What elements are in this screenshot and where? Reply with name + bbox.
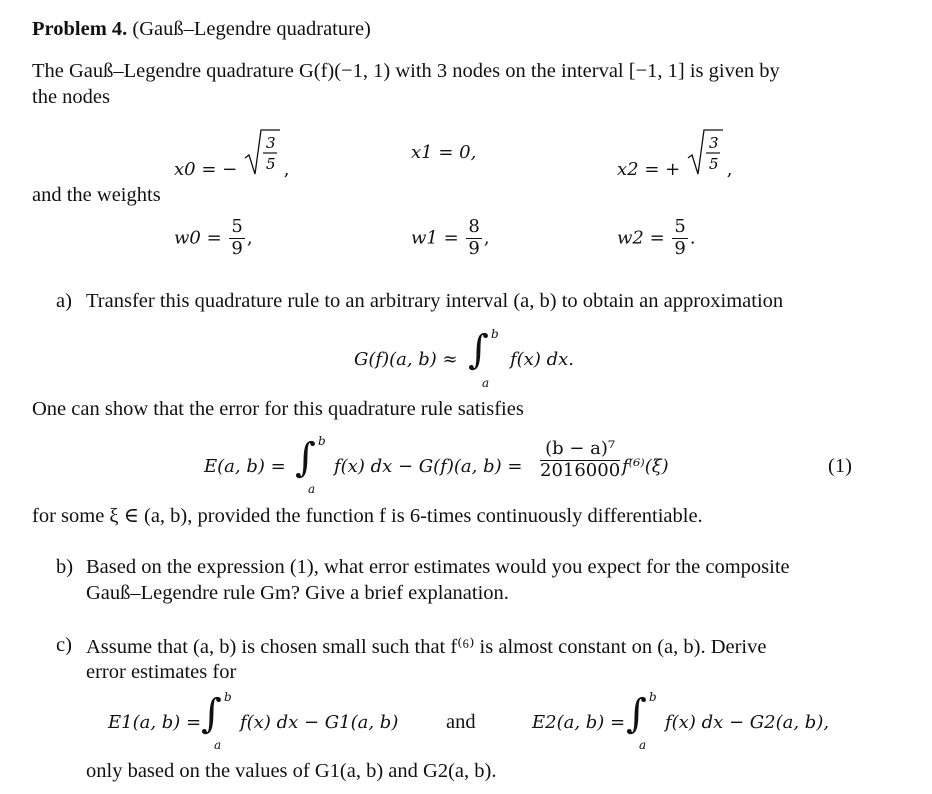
- weight-w2-lhs: w2 =: [617, 227, 665, 249]
- part-c-line-3: only based on the values of G1(a, b) and G2(a, b).: [86, 760, 497, 782]
- intro-line-1: The Gauß–Legendre quadrature G(f)(−1, 1) with 3 nodes on the interval [−1, 1] is given by: [32, 60, 780, 82]
- part-c-eq1-rhs: f(x) dx − G1(a, b): [240, 712, 399, 733]
- weight-w2-fraction: [672, 218, 687, 259]
- error-eq-mid: f(x) dx − G(f)(a, b) =: [334, 456, 523, 477]
- part-b-label: b): [56, 556, 74, 578]
- error-eq-lower-limit: a: [308, 482, 316, 496]
- part-c-label: c): [56, 634, 72, 656]
- node-x1: x1 = 0,: [411, 142, 477, 163]
- intro-line-2: the nodes: [32, 86, 110, 108]
- part-c-line-1: Assume that (a, b) is chosen small such that f⁽⁶⁾ is almost constant on (a, b). Derive: [86, 636, 767, 658]
- part-c-eq1-upper-limit: b: [224, 690, 232, 704]
- error-eq-integral-sign: ∫: [295, 435, 316, 481]
- part-b-line-2: Gauß–Legendre rule Gm? Give a brief explanation.: [86, 582, 509, 604]
- part-c-eq2-upper-limit: b: [649, 690, 657, 704]
- weight-w1-num: 8: [468, 216, 480, 237]
- weight-w2-tail: .: [689, 227, 696, 249]
- part-a-integral-sign: ∫: [468, 327, 489, 373]
- part-c-eq2-lhs: E2(a, b) =: [532, 712, 626, 733]
- node-x2-den: 5: [708, 155, 719, 173]
- error-eq-tail: f⁽⁶⁾(ξ): [622, 456, 669, 477]
- sqrt-icon: [686, 128, 724, 178]
- node-x0-comma: ,: [283, 158, 290, 180]
- node-x2: [617, 128, 732, 183]
- node-x2-lhs: x2 = +: [617, 158, 681, 180]
- node-x2-num: 3: [708, 134, 719, 152]
- node-x0: [174, 128, 289, 183]
- node-x0-num: 3: [265, 134, 276, 152]
- node-x2-sqrt: [686, 128, 724, 183]
- error-condition: for some ξ ∈ (a, b), provided the function f is 6-times continuously differentiable.: [32, 505, 703, 527]
- part-c-eq1-integral-sign: ∫: [201, 691, 222, 737]
- equation-number: (1): [828, 455, 852, 477]
- node-x2-comma: ,: [726, 158, 733, 180]
- part-c-eq2-integral-sign: ∫: [626, 691, 647, 737]
- weight-w2: [617, 218, 696, 259]
- part-a-text: Transfer this quadrature rule to an arbitrary interval (a, b) to obtain an approximation: [86, 290, 784, 312]
- problem-heading: [32, 18, 371, 41]
- part-a-label: a): [56, 290, 72, 312]
- weight-w1-fraction: [466, 218, 481, 259]
- weights-intro: and the weights: [32, 184, 161, 206]
- weight-w2-num: 5: [674, 216, 686, 237]
- part-a-eq-lhs: G(f)(a, b) ≈: [354, 349, 458, 370]
- weight-w0-den: 9: [231, 237, 243, 259]
- weight-w1-lhs: w1 =: [411, 227, 459, 249]
- error-eq-frac: [540, 440, 620, 481]
- weight-w1: [411, 218, 490, 259]
- weight-w1-tail: ,: [483, 227, 490, 249]
- node-x0-lhs: x0 = −: [174, 158, 238, 180]
- part-c-eq1-lower-limit: a: [214, 738, 222, 752]
- node-x0-den: 5: [265, 155, 276, 173]
- weight-w0: [174, 218, 253, 259]
- problem-title: (Gauß–Legendre quadrature): [132, 18, 371, 40]
- error-eq-num: (b − a)⁷: [540, 440, 620, 461]
- error-eq-den: 2016000: [540, 459, 621, 481]
- problem-label: Problem 4.: [32, 18, 128, 40]
- error-eq-upper-limit: b: [318, 434, 326, 448]
- part-c-eq2-lower-limit: a: [639, 738, 647, 752]
- weight-w0-fraction: [229, 218, 244, 259]
- sqrt-icon: [243, 128, 281, 178]
- part-a-lower-limit: a: [482, 376, 490, 390]
- node-x0-sqrt: [243, 128, 281, 183]
- weight-w1-den: 9: [468, 237, 480, 259]
- weight-w2-den: 9: [674, 237, 686, 259]
- part-a-upper-limit: b: [491, 327, 499, 341]
- part-b-line-1: Based on the expression (1), what error estimates would you expect for the composite: [86, 556, 790, 578]
- part-c-eq2-rhs: f(x) dx − G2(a, b),: [665, 712, 830, 733]
- weight-w0-num: 5: [231, 216, 243, 237]
- weight-w0-tail: ,: [246, 227, 253, 249]
- part-c-line-2: error estimates for: [86, 661, 237, 683]
- error-eq-lhs: E(a, b) =: [204, 456, 286, 477]
- part-a-eq-rhs: f(x) dx.: [510, 349, 574, 370]
- error-intro: One can show that the error for this quadrature rule satisfies: [32, 398, 524, 420]
- error-eq-fraction: [538, 440, 622, 481]
- part-c-eq1-lhs: E1(a, b) =: [108, 712, 202, 733]
- weight-w0-lhs: w0 =: [174, 227, 222, 249]
- part-c-and: and: [446, 711, 476, 733]
